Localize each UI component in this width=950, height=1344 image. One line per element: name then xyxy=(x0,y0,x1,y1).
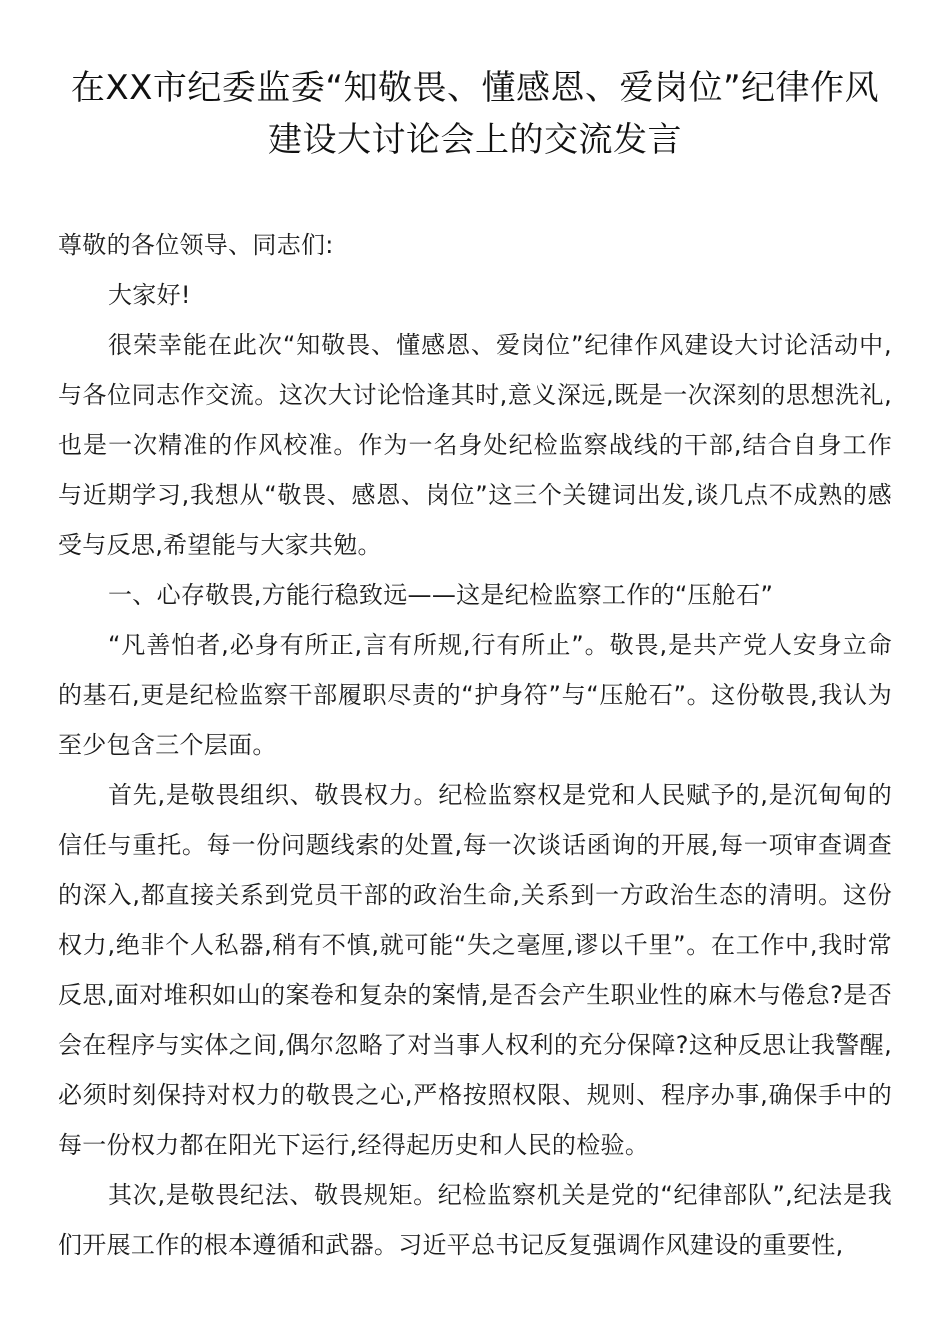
salutation: 尊敬的各位领导、同志们: xyxy=(58,231,334,259)
document-body xyxy=(58,220,892,1270)
greeting: 大家好! xyxy=(108,281,191,309)
body-paragraph: 很荣幸能在此次“知敬畏、懂感恩、爱岗位”纪律作风建设大讨论活动中,与各位同志作交流。这次大讨论恰逢其时,意义深远,既是一次深刻的思想洗礼,也是一次精准的作风校准。作为一名身处纪检监察战线的干部,结合自身工作与近期学习,我想从“敬畏、感恩、岗位”这三个关键词出发,谈几点不成熟的感受与反思,希望能与大家共勉。 xyxy=(58,331,892,559)
body-paragraph: 首先,是敬畏组织、敬畏权力。纪检监察权是党和人民赋予的,是沉甸甸的信任与重托。每一份问题线索的处置,每一次谈话函询的开展,每一项审查调查的深入,都直接关系到党员干部的政治生命,关系到一方政治生态的清明。这份权力,绝非个人私器,稍有不慎,就可能“失之毫厘,谬以千里”。在工作中,我时常反思,面对堆积如山的案卷和复杂的案情,是否会产生职业性的麻木与倦怠?是否会在程序与实体之间,偶尔忽略了对当事人权利的充分保障?这种反思让我警醒,必须时刻保持对权力的敬畏之心,严格按照权限、规则、程序办事,确保手中的每一份权力都在阳光下运行,经得起历史和人民的检验。 xyxy=(58,781,892,1159)
body-paragraph: “凡善怕者,必身有所正,言有所规,行有所止”。敬畏,是共产党人安身立命的基石,更是纪检监察干部履职尽责的“护身符”与“压舱石”。这份敬畏,我认为至少包含三个层面。 xyxy=(58,631,892,759)
body-paragraph: 其次,是敬畏纪法、敬畏规矩。纪检监察机关是党的“纪律部队”,纪法是我们开展工作的根本遵循和武器。习近平总书记反复强调作风建设的重要性, xyxy=(58,1181,892,1259)
document-title: 在XX市纪委监委“知敬畏、懂感恩、爱岗位”纪律作风建设大讨论会上的交流发言 xyxy=(70,68,880,160)
section-heading: 一、心存敬畏,方能行稳致远——这是纪检监察工作的“压舱石” xyxy=(108,581,774,609)
